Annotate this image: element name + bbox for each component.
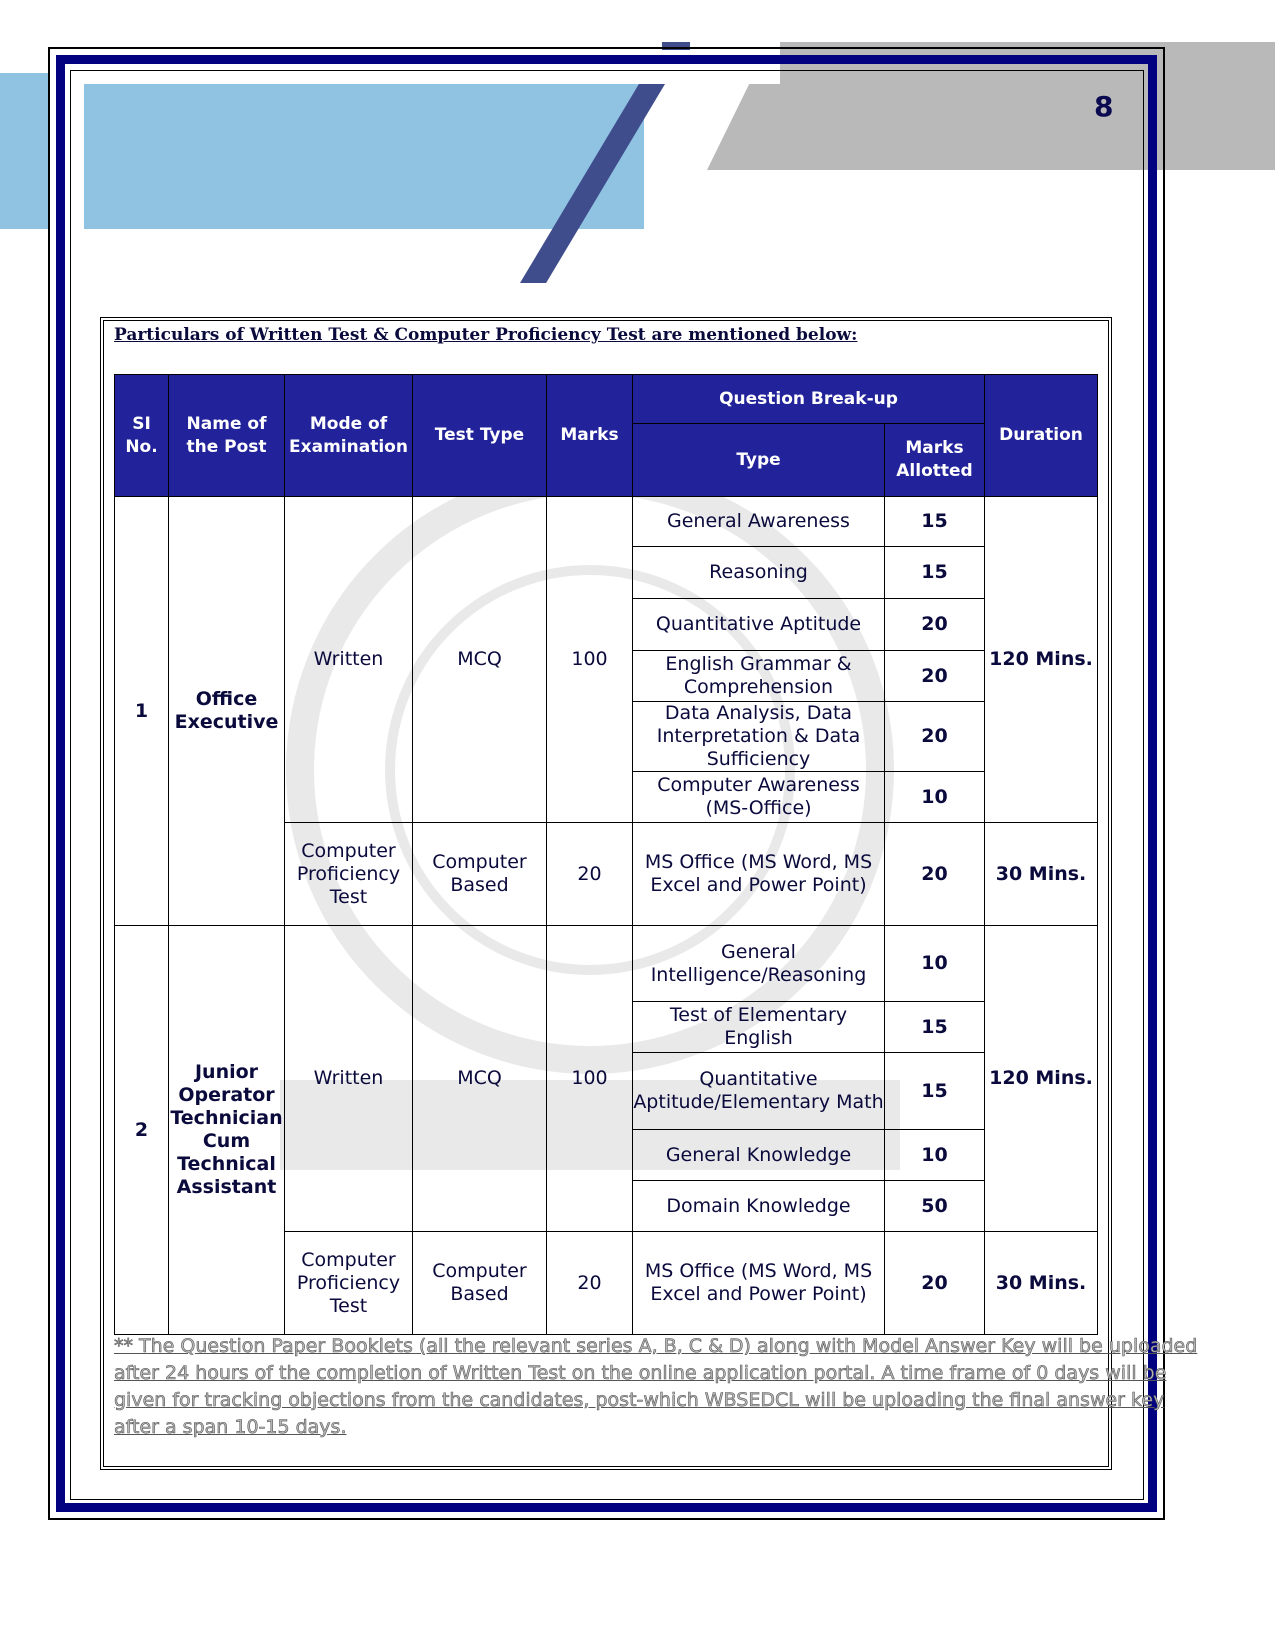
marks: 20	[547, 1232, 633, 1335]
header-marks: Marks	[547, 375, 633, 497]
table-row	[115, 926, 1098, 1002]
page-number: 8	[1094, 90, 1114, 123]
question-type: Quantitative Aptitude	[633, 599, 885, 651]
question-type: MS Office (MS Word, MS Excel and Power Point)	[633, 1232, 885, 1335]
question-type: General Awareness	[633, 497, 885, 547]
duration: 30 Mins.	[985, 823, 1098, 926]
marks: 100	[547, 926, 633, 1232]
header-mode: Mode of Examination	[285, 375, 413, 497]
footnote: ** The Question Paper Booklets (all the relevant series A, B, C & D) along with Model Answer Key will be uploaded after 24 hours of the completion of Written Test on the online application portal. A time frame of 0 days will be given for tracking objections from the candidates, post-which WBSEDCL will be uploading the final answer key after a span 10-15 days.	[114, 1335, 1198, 1438]
table-row	[115, 497, 1098, 547]
post-name: Junior Operator Technician Cum Technical Assistant	[169, 926, 285, 1335]
header-allotted: Marks Allotted	[885, 424, 985, 497]
question-type: Reasoning	[633, 547, 885, 599]
header-duration: Duration	[985, 375, 1098, 497]
test-type: MCQ	[413, 926, 547, 1232]
question-type: Domain Knowledge	[633, 1181, 885, 1232]
marks-allotted: 15	[885, 1053, 985, 1130]
post-name: Office Executive	[169, 497, 285, 926]
exam-mode: Written	[285, 926, 413, 1232]
marks-allotted: 50	[885, 1181, 985, 1232]
question-type: MS Office (MS Word, MS Excel and Power Point)	[633, 823, 885, 926]
test-type: MCQ	[413, 497, 547, 823]
header-test-type: Test Type	[413, 375, 547, 497]
marks-allotted: 10	[885, 1130, 985, 1181]
exam-mode: Written	[285, 497, 413, 823]
marks-allotted: 20	[885, 823, 985, 926]
question-type: Data Analysis, Data Interpretation & Data Sufficiency	[633, 702, 885, 772]
marks: 100	[547, 497, 633, 823]
header-type: Type	[633, 424, 885, 497]
marks-allotted: 10	[885, 926, 985, 1002]
header-post: Name of the Post	[169, 375, 285, 497]
exam-mode: Computer Proficiency Test	[285, 823, 413, 926]
exam-table	[114, 374, 1098, 1335]
question-type: General Knowledge	[633, 1130, 885, 1181]
question-type: Test of Elementary English	[633, 1002, 885, 1053]
marks-allotted: 15	[885, 1002, 985, 1053]
test-type: Computer Based	[413, 823, 547, 926]
exam-mode: Computer Proficiency Test	[285, 1232, 413, 1335]
duration: 120 Mins.	[985, 497, 1098, 823]
marks-allotted: 20	[885, 651, 985, 702]
question-type: Quantitative Aptitude/Elementary Math	[633, 1053, 885, 1130]
section-title: Particulars of Written Test & Computer Proficiency Test are mentioned below:	[114, 325, 858, 345]
duration: 30 Mins.	[985, 1232, 1098, 1335]
sl-number: 2	[115, 926, 169, 1335]
decor-blue-band	[0, 73, 48, 229]
marks-allotted: 20	[885, 1232, 985, 1335]
marks: 20	[547, 823, 633, 926]
marks-allotted: 15	[885, 547, 985, 599]
duration: 120 Mins.	[985, 926, 1098, 1232]
header-sl: SI No.	[115, 375, 169, 497]
question-type: Computer Awareness (MS-Office)	[633, 772, 885, 823]
marks-allotted: 10	[885, 772, 985, 823]
question-type: English Grammar & Comprehension	[633, 651, 885, 702]
sl-number: 1	[115, 497, 169, 926]
test-type: Computer Based	[413, 1232, 547, 1335]
header-breakup: Question Break-up	[633, 375, 985, 424]
question-type: General Intelligence/Reasoning	[633, 926, 885, 1002]
marks-allotted: 20	[885, 599, 985, 651]
marks-allotted: 20	[885, 702, 985, 772]
marks-allotted: 15	[885, 497, 985, 547]
